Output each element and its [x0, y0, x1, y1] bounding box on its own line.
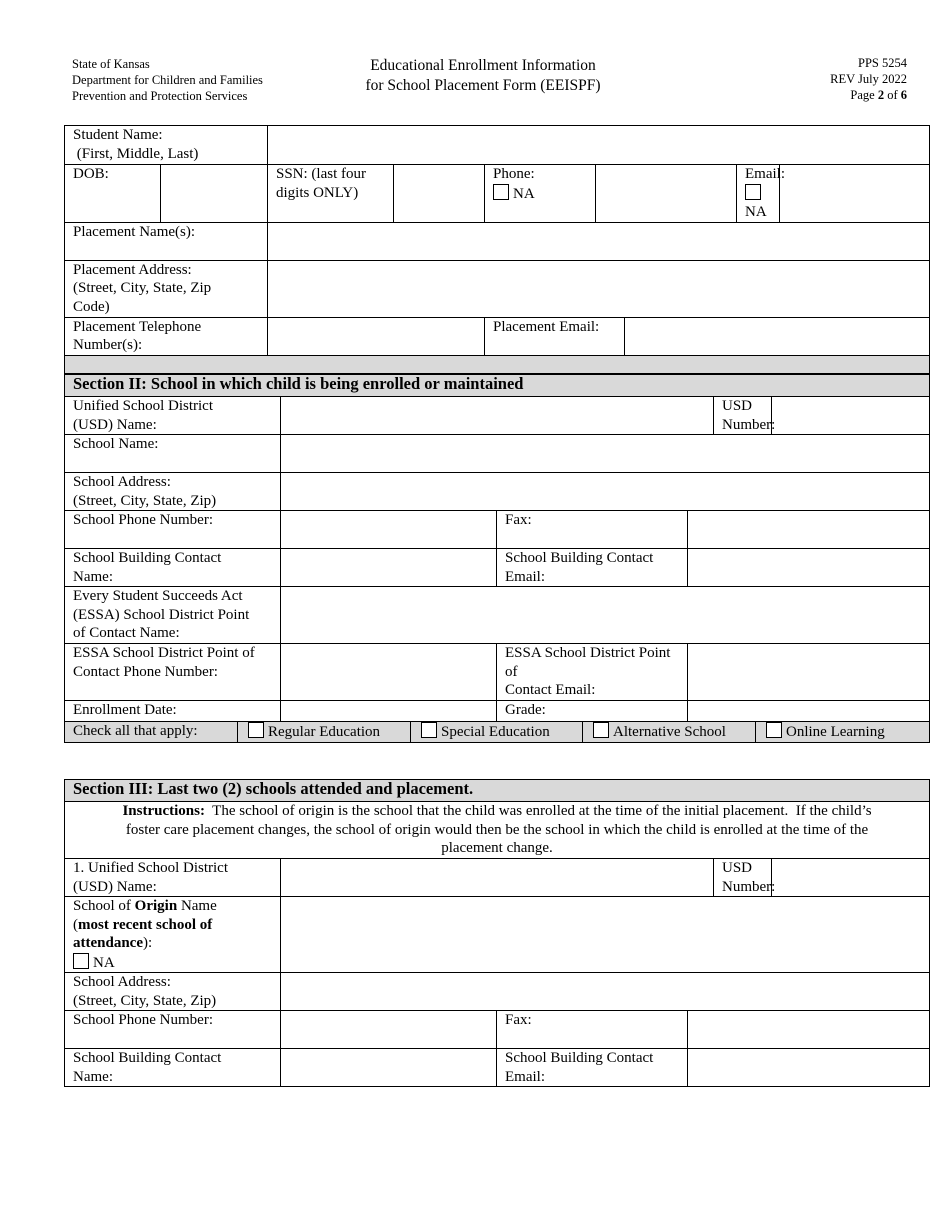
- section-3-table: [64, 779, 930, 1087]
- contact-name-label: School Building Contact Name:: [65, 549, 281, 587]
- email-label: Email: NA: [737, 165, 780, 223]
- school-address-field[interactable]: [281, 473, 930, 511]
- email-field[interactable]: [780, 165, 930, 223]
- check-all-label: Check all that apply:: [65, 722, 238, 743]
- fax-field[interactable]: [688, 1011, 930, 1049]
- fax-label: Fax:: [497, 511, 688, 549]
- section-divider: [65, 355, 930, 373]
- agency-line: Prevention and Protection Services: [72, 89, 248, 103]
- form-meta: [830, 55, 907, 103]
- page-number: Page 2 of 6: [850, 88, 907, 102]
- fax-field[interactable]: [688, 511, 930, 549]
- usd-name-field[interactable]: [281, 397, 714, 435]
- school-phone-label: School Phone Number:: [65, 1011, 281, 1049]
- student-name-field[interactable]: [268, 126, 930, 165]
- student-info-table: [64, 125, 930, 374]
- form-title-line: for School Placement Form (EEISPF): [365, 77, 601, 94]
- placement-address-label: Placement Address: (Street, City, State, Zip Code): [65, 260, 268, 317]
- essa-email-label: ESSA School District Point of Contact Email:: [497, 644, 688, 701]
- agency-block: [72, 56, 263, 104]
- option-alternative-school[interactable]: Alternative School: [583, 722, 756, 743]
- school-of-origin-label: School of Origin Name (most recent school of attendance): NA: [65, 897, 281, 973]
- placement-address-field[interactable]: [268, 260, 930, 317]
- usd-name-field[interactable]: [281, 859, 714, 897]
- school-name-field[interactable]: [281, 435, 930, 473]
- enrollment-date-label: Enrollment Date:: [65, 700, 281, 738]
- ssn-field[interactable]: [394, 165, 485, 223]
- essa-email-field[interactable]: [688, 644, 930, 701]
- ssn-label: SSN: (last four digits ONLY): [268, 165, 394, 223]
- fax-label: Fax:: [497, 1011, 688, 1049]
- form-number: PPS 5254: [858, 56, 907, 70]
- usd-name-label: Unified School District (USD) Name:: [65, 397, 281, 435]
- usd-name-label: 1. Unified School District (USD) Name:: [65, 859, 281, 897]
- usd-number-label: USD Number:: [714, 397, 772, 435]
- school-phone-field[interactable]: [281, 1011, 497, 1049]
- contact-email-field[interactable]: [688, 549, 930, 587]
- email-na-checkbox[interactable]: [745, 184, 761, 200]
- revision-date: REV July 2022: [830, 72, 907, 86]
- usd-number-field[interactable]: [772, 397, 930, 435]
- option-special-education[interactable]: Special Education: [411, 722, 583, 743]
- school-of-origin-field[interactable]: [281, 897, 930, 973]
- form-title-line: Educational Enrollment Information: [370, 57, 596, 74]
- essa-phone-label: ESSA School District Point of Contact Phone Number:: [65, 644, 281, 701]
- school-address-field[interactable]: [281, 973, 930, 1011]
- student-name-label: Student Name: (First, Middle, Last): [65, 126, 268, 165]
- option-regular-education[interactable]: Regular Education: [238, 722, 411, 743]
- contact-name-label: School Building Contact Name:: [65, 1049, 281, 1087]
- phone-na-checkbox[interactable]: [493, 184, 509, 200]
- checkbox[interactable]: [766, 722, 782, 738]
- origin-na-checkbox[interactable]: [73, 953, 89, 969]
- usd-number-label: USD Number:: [714, 859, 772, 897]
- section-2-title: Section II: School in which child is being enrolled or maintained: [65, 375, 930, 397]
- placement-email-label: Placement Email:: [485, 317, 625, 355]
- grade-label: Grade:: [497, 700, 688, 738]
- contact-email-label: School Building Contact Email:: [497, 1049, 688, 1087]
- section-2-table: [64, 374, 930, 739]
- dob-field[interactable]: [161, 165, 268, 223]
- usd-number-field[interactable]: [772, 859, 930, 897]
- contact-name-field[interactable]: [281, 1049, 497, 1087]
- placement-name-label: Placement Name(s):: [65, 222, 268, 260]
- school-phone-label: School Phone Number:: [65, 511, 281, 549]
- placement-name-field[interactable]: [268, 222, 930, 260]
- program-checkbox-row: [64, 721, 930, 743]
- checkbox[interactable]: [248, 722, 264, 738]
- contact-name-field[interactable]: [281, 549, 497, 587]
- essa-contact-name-label: Every Student Succeeds Act (ESSA) School District Point of Contact Name:: [65, 587, 281, 644]
- dob-label: DOB:: [65, 165, 161, 223]
- agency-line: State of Kansas: [72, 57, 150, 71]
- school-address-label: School Address: (Street, City, State, Zip): [65, 973, 281, 1011]
- essa-phone-field[interactable]: [281, 644, 497, 701]
- placement-telephone-label: Placement Telephone Number(s):: [65, 317, 268, 355]
- form-title: [300, 56, 666, 96]
- placement-email-field[interactable]: [625, 317, 930, 355]
- instructions: Instructions: The school of origin is the school that the child was enrolled at the time of the initial placement. If the child’s foster care placement changes, the school of origin would then be the school in which the child is enrolled at the time of the placement change.: [65, 802, 930, 859]
- school-phone-field[interactable]: [281, 511, 497, 549]
- agency-line: Department for Children and Families: [72, 73, 263, 87]
- phone-field[interactable]: [596, 165, 737, 223]
- option-online-learning[interactable]: Online Learning: [756, 722, 930, 743]
- essa-contact-name-field[interactable]: [281, 587, 930, 644]
- contact-email-label: School Building Contact Email:: [497, 549, 688, 587]
- phone-label: Phone: NA: [485, 165, 596, 223]
- school-address-label: School Address: (Street, City, State, Zip): [65, 473, 281, 511]
- checkbox[interactable]: [593, 722, 609, 738]
- section-3-title: Section III: Last two (2) schools attended and placement.: [65, 780, 930, 802]
- school-name-label: School Name:: [65, 435, 281, 473]
- checkbox[interactable]: [421, 722, 437, 738]
- contact-email-field[interactable]: [688, 1049, 930, 1087]
- placement-telephone-field[interactable]: [268, 317, 485, 355]
